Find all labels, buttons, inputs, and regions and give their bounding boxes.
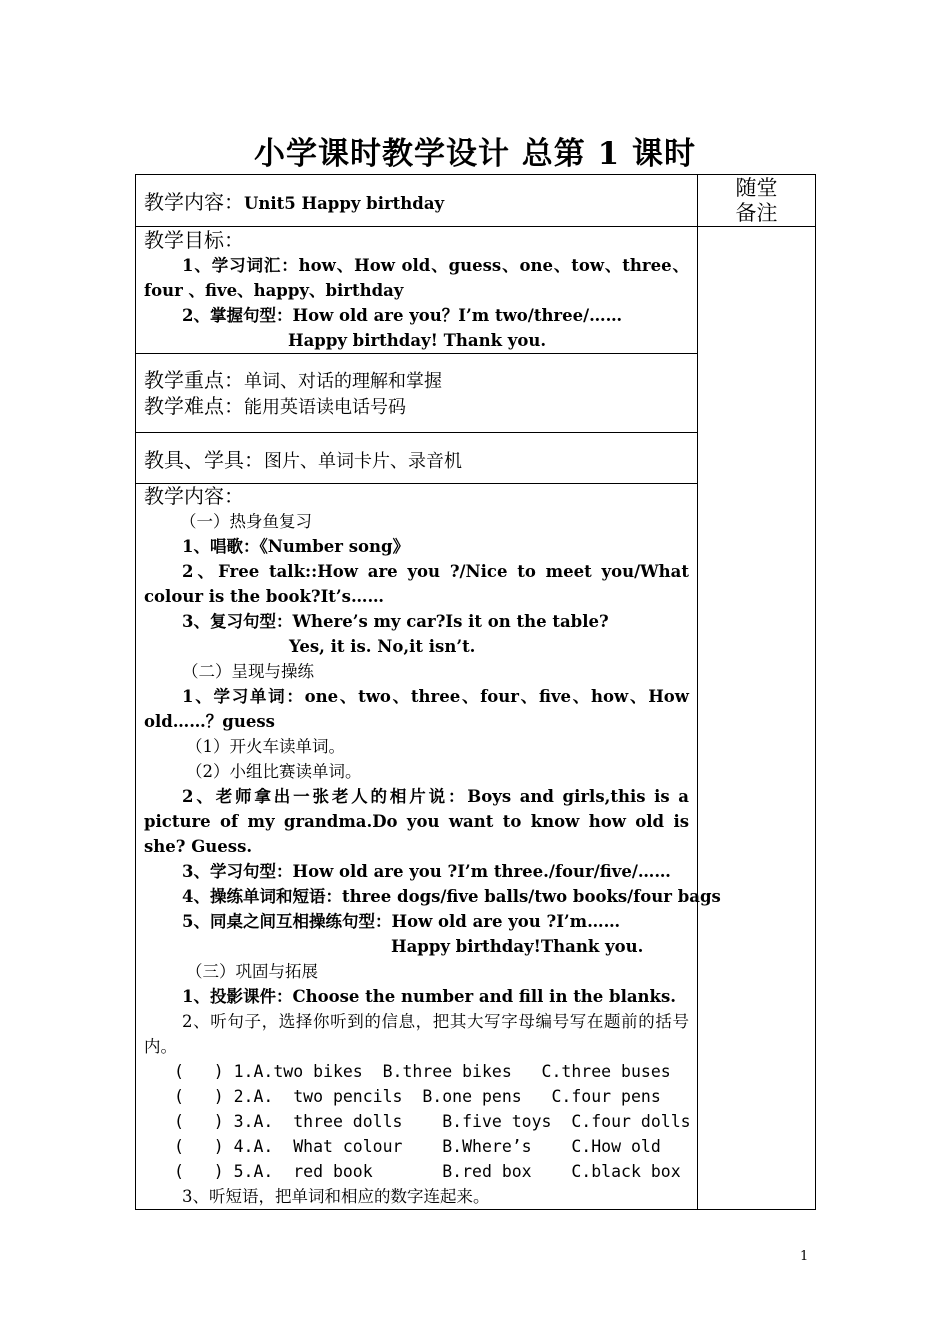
difficulty-label: 教学难点： xyxy=(144,394,244,418)
content-label: 教学内容： xyxy=(144,189,244,214)
tools-text: 图片、单词卡片、录音机 xyxy=(264,450,462,472)
procedure-cell xyxy=(136,484,721,1210)
step-2-5b: Happy birthday!Thank you. xyxy=(391,937,644,956)
section-2-title: （二）呈现与操练 xyxy=(182,662,314,681)
objective-2b: Happy birthday! Thank you. xyxy=(288,331,547,350)
unit-cell xyxy=(136,175,698,227)
objectives-row xyxy=(136,227,816,354)
difficulty-point xyxy=(144,394,689,420)
page-number: 1 xyxy=(800,1249,809,1264)
tools-cell xyxy=(136,433,698,484)
step-2-2: 2、老师拿出一张老人的相片说：Boys and girls,this is a picture of my grandma.Do you want to know how old is she? Guess. xyxy=(144,787,689,856)
key-text: 单词、对话的理解和掌握 xyxy=(244,371,442,392)
step-1-2: 2、Free talk::How are you ?/Nice to meet you/What colour is the book?It’s…… xyxy=(144,562,689,606)
tools-label: 教具、学具： xyxy=(144,447,264,472)
step-2-3: 3、学习句型：How old are you ?I’m three./four/five/…… xyxy=(182,862,671,881)
step-2-1b: （2）小组比赛读单词。 xyxy=(186,762,362,781)
key-label: 教学重点： xyxy=(144,368,244,392)
question-4: ( ) 4.A. What colour B.Where’s C.How old xyxy=(174,1137,661,1156)
objectives-cell xyxy=(136,227,698,354)
lesson-plan-table xyxy=(135,174,816,1210)
question-1: ( ) 1.A.two bikes B.three bikes C.three buses xyxy=(174,1062,671,1081)
section-1-title: （一）热身鱼复习 xyxy=(180,512,312,531)
key-point xyxy=(144,368,689,394)
objective-2: 2、掌握句型：How old are you？I’m two/three/…… xyxy=(182,306,623,325)
question-2: ( ) 2.A. two pencils B.one pens C.four pens xyxy=(174,1087,661,1106)
notes-column xyxy=(698,227,816,1210)
step-2-5: 5、同桌之间互相操练句型：How old are you ?I’m…… xyxy=(182,912,621,931)
objectives-label: 教学目标： xyxy=(144,228,244,252)
step-1-3: 3、复习句型：Where’s my car?Is it on the table? xyxy=(182,612,609,631)
step-3-1: 1、投影课件：Choose the number and fill in the blanks. xyxy=(182,987,677,1006)
step-3-3: 3、听短语，把单词和相应的数字连起来。 xyxy=(182,1187,490,1206)
objective-1: 1、学习词汇：how、How old、guess、one、tow、three、four 、five、happy、birthday xyxy=(144,256,689,300)
step-1-3b: Yes, it is. No,it isn’t. xyxy=(289,637,476,656)
notes-header-line2: 备注 xyxy=(735,201,778,225)
step-3-2: 2、听句子，选择你听到的信息，把其大写字母编号写在题前的括号内。 xyxy=(144,1012,689,1056)
step-1-1: 1、唱歌：《Number song》 xyxy=(182,537,410,556)
page-title: 小学课时教学设计 总第 1 课时 xyxy=(254,136,696,172)
step-2-4: 4、操练单词和短语：three dogs/five balls/two books/four bags xyxy=(182,887,721,906)
unit-title: Unit5 Happy birthday xyxy=(244,193,445,213)
step-2-1: 1、学习单词：one、two、three、four、five、how、How old……？guess xyxy=(144,687,689,731)
section-3-title: （三）巩固与拓展 xyxy=(186,962,318,981)
notes-header xyxy=(698,175,816,227)
procedure-label: 教学内容： xyxy=(144,484,244,508)
step-2-1a: （1）开火车读单词。 xyxy=(186,737,345,756)
keypoints-cell xyxy=(136,354,698,433)
difficulty-text: 能用英语读电话号码 xyxy=(244,397,406,418)
header-row xyxy=(136,175,816,227)
question-3: ( ) 3.A. three dolls B.five toys C.four dolls xyxy=(174,1112,691,1131)
question-5: ( ) 5.A. red book B.red box C.black box xyxy=(174,1162,681,1181)
notes-header-line1: 随堂 xyxy=(735,176,778,200)
